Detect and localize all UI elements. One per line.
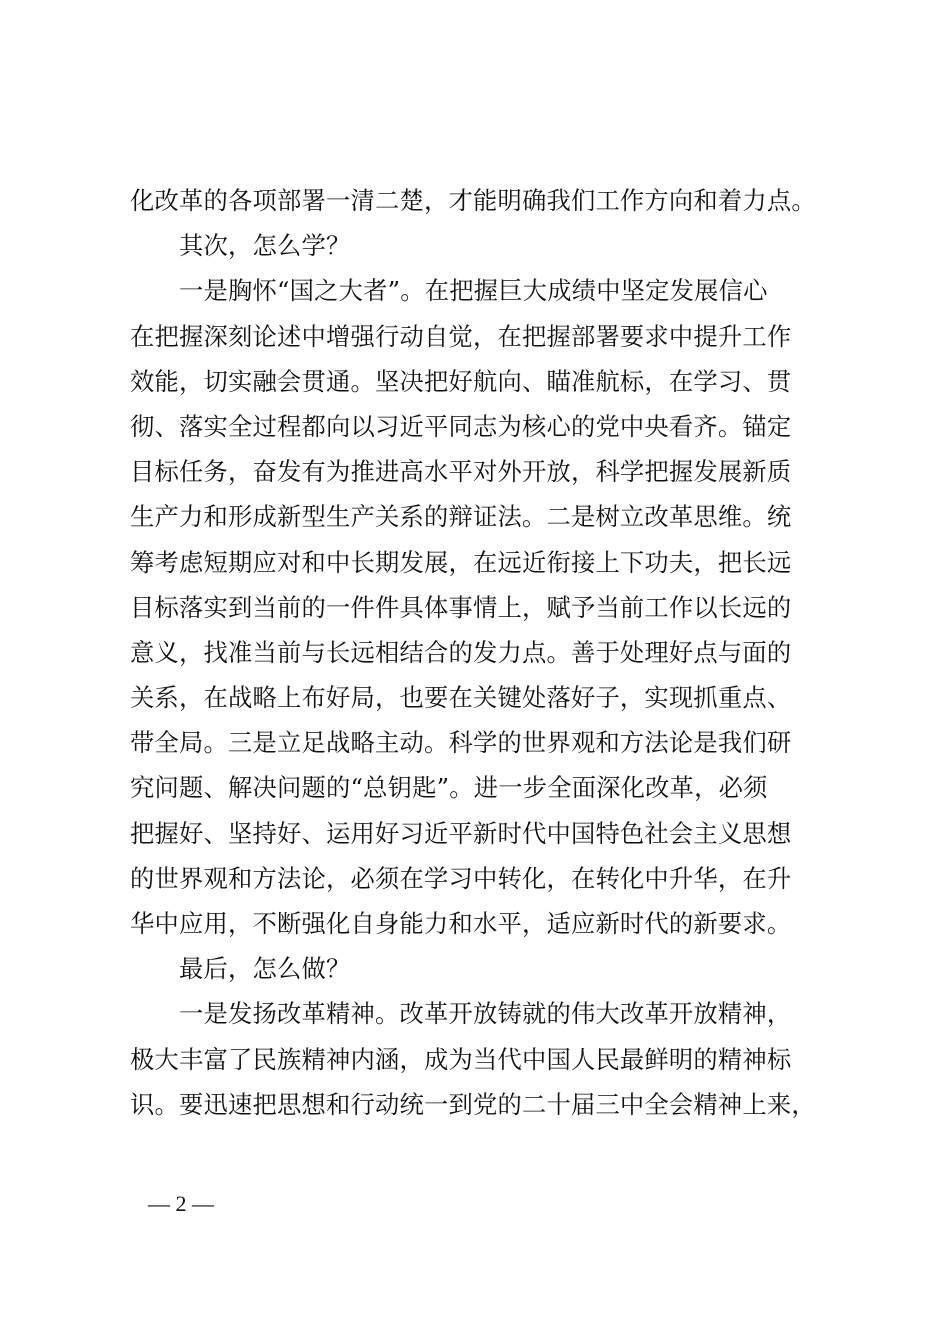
text-line: 生产力和形成新型生产关系的辩证法。二是树立改革思维。统 xyxy=(130,502,792,532)
text-line: 意义，找准当前与长远相结合的发力点。善于处理好点与面的 xyxy=(130,637,792,667)
text-line: 效能，切实融会贯通。坚决把好航向、瞄准航标，在学习、贯 xyxy=(130,366,792,396)
text-line: 究问题、解决问题的“总钥匙”。进一步全面深化改革，必须 xyxy=(130,773,768,803)
text-line: 带全局。三是立足战略主动。科学的世界观和方法论是我们研 xyxy=(130,728,792,758)
text-line: 一是发扬改革精神。改革开放铸就的伟大改革开放精神， xyxy=(179,999,792,1029)
text-line: 一是胸怀“国之大者”。在把握巨大成绩中坚定发展信心 xyxy=(179,276,768,306)
text-line: 识。要迅速把思想和行动统一到党的二十届三中全会精神上来， xyxy=(130,1089,816,1119)
text-line: 化改革的各项部署一清二楚，才能明确我们工作方向和着力点。 xyxy=(130,186,816,215)
page-number: — 2 — xyxy=(148,1191,214,1216)
text-line: 极大丰富了民族精神内涵，成为当代中国人民最鲜明的精神标 xyxy=(130,1044,792,1074)
text-line: 关系，在战略上布好局，也要在关键处落好子，实现抓重点、 xyxy=(130,683,792,713)
text-line: 把握好、坚持好、运用好习近平新时代中国特色社会主义思想 xyxy=(130,818,792,848)
section-heading: 最后，怎么做？ xyxy=(179,954,351,984)
text-line: 华中应用，不断强化自身能力和水平，适应新时代的新要求。 xyxy=(130,909,792,938)
text-line: 目标任务，奋发有为推进高水平对外开放，科学把握发展新质 xyxy=(130,457,792,487)
text-line: 目标落实到当前的一件件具体事情上，赋予当前工作以长远的 xyxy=(130,592,792,622)
section-heading: 其次，怎么学？ xyxy=(179,231,351,261)
text-line: 筹考虑短期应对和中长期发展，在远近衔接上下功夫，把长远 xyxy=(130,547,792,577)
text-line: 在把握深刻论述中增强行动自觉，在把握部署要求中提升工作 xyxy=(130,321,792,351)
text-line: 彻、落实全过程都向以习近平同志为核心的党中央看齐。锚定 xyxy=(130,411,792,441)
text-line: 的世界观和方法论，必须在学习中转化，在转化中升华，在升 xyxy=(130,863,792,893)
body-text xyxy=(130,178,828,1127)
